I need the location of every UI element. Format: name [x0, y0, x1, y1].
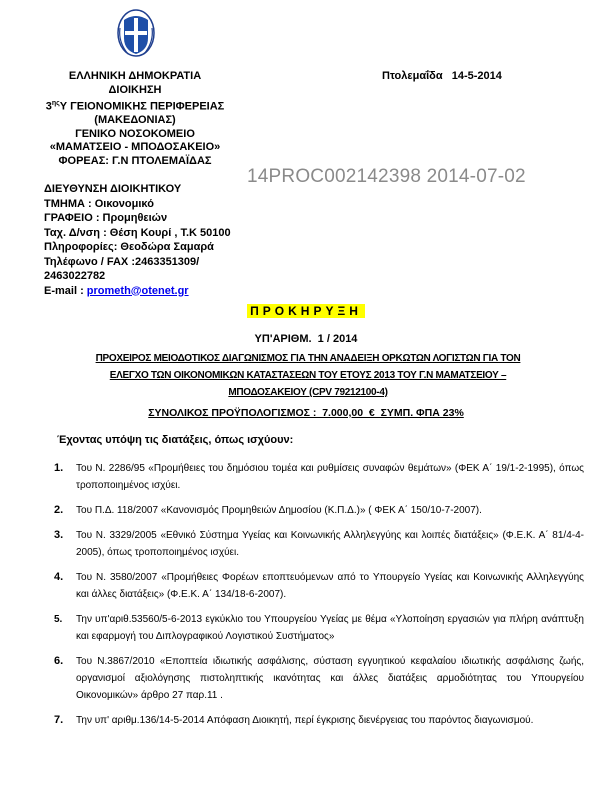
document-stamp: 14PROC002142398 2014-07-02 [247, 166, 526, 187]
email-line [44, 284, 231, 299]
dept-line: 2463022782 [44, 270, 106, 282]
authority-header [30, 70, 240, 168]
subject-line: ΕΛΕΓΧΟ ΤΩΝ ΟΙΚΟΝΟΜΙΚΩΝ ΚΑΤΑΣΤΑΣΕΩΝ ΤΟΥ ΕΤΟΥΣ 2013 ΤΟΥ Γ.Ν ΜΑΜΑΤΣΕΙΟΥ – [109, 370, 507, 381]
item-text: Την υπ'αριθ.53560/5-6-2013 εγκύκλιο του Υπουργείου Υγείας με θέμα «Υλοποίηση εργασιών για πλήρη ανάπτυξη και εφαρμογή του Διπλογραφικού Λογιστικού Συστήματος» [76, 614, 584, 642]
list-item [54, 569, 584, 603]
item-number: 7. [54, 714, 64, 726]
dept-line: Τηλέφωνο / FAX :2463351309/ [44, 255, 200, 268]
dept-line: Πληροφορίες: Θεοδώρα Σαμαρά [44, 241, 214, 253]
item-text: Του Ν. 2286/95 «Προμήθειες του δημόσιου τομέα και ρυθμίσεις συναφών θεμάτων» (ΦΕΚ Α΄ 19/1-2-1995), όπως τροποποιημένος ισχύει. [76, 463, 584, 491]
header-line: ΕΛΛΗΝΙΚΗ ΔΗΜΟΚΡΑΤΙΑ [68, 70, 202, 82]
list-item [54, 611, 584, 645]
greek-emblem-icon [116, 8, 156, 58]
list-item [54, 502, 584, 519]
item-text: Του Ν.3867/2010 «Εποπτεία ιδιωτικής ασφάλισης, σύσταση εγγυητικού κεφαλαίου ιδιωτικής ασφάλισης ζωής, οργανισμοί αξιολόγησης πιστοληπτικής ικανότητας και άλλες διατάξεις αρμοδιότητας του Υπουργείου Οικονομικών» άρθρο 27 παρ.11 . [76, 656, 584, 701]
subject-line: ΠΡΟΧΕΙΡΟΣ ΜΕΙΟΔΟΤΙΚΟΣ ΔΙΑΓΩΝΙΣΜΟΣ ΓΙΑ ΤΗΝ ΑΝΑΔΕΙΞΗ ΟΡΚΩΤΩΝ ΛΟΓΙΣΤΩΝ ΓΙΑ ΤΟΝ [95, 353, 521, 364]
total-budget: ΣΥΝΟΛΙΚΟΣ ΠΡΟΫΠΟΛΟΓΙΣΜΟΣ : 7.000,00 € ΣΥΜΠ. ΦΠΑ 23% [148, 407, 464, 419]
item-number: 6. [54, 655, 64, 667]
list-item [54, 653, 584, 704]
document-title [0, 302, 612, 320]
provisions-intro: Έχοντας υπόψη τις διατάξεις, όπως ισχύουν: [57, 434, 294, 446]
item-number: 5. [54, 614, 63, 625]
email-label: E-mail : [44, 284, 87, 297]
header-line: ΔΙΟΙΚΗΣΗ [108, 83, 162, 96]
dept-line: ΤΜΗΜΑ : Οικονομικό [44, 197, 154, 210]
reference-number: ΥΠ'ΑΡΙΘΜ. 1 / 2014 [254, 333, 358, 345]
header-line [30, 97, 240, 114]
item-text: Του Ν. 3329/2005 «Εθνικό Σύστημα Υγείας και Κοινωνικής Αλληλεγγύης και λοιπές διατάξεις» (Φ.Ε.Κ. Α΄ 81/4-4-2005), όπως τροποποιημένος ισχύει. [76, 530, 584, 558]
dept-line: Ταχ. Δ/νση : Θέση Κουρί , Τ.Κ 50100 [44, 226, 231, 239]
header-line: (ΜΑΚΕΔΟΝΙΑΣ) [94, 114, 176, 127]
item-text: Του Ν. 3580/2007 «Προμήθειες Φορέων εποπτευόμενων από το Υπουργείο Υγείας και Κοινωνικής Αλληλεγγύης και άλλες διατάξεις» (Φ.Ε.Κ. Α΄ 134/18-6-2007). [76, 572, 584, 600]
department-block [44, 182, 231, 298]
email-link[interactable]: prometh@otenet.gr [86, 284, 189, 297]
subject-block [30, 350, 586, 401]
list-item [54, 527, 584, 561]
list-item [54, 712, 584, 729]
header-line: ΓΕΝΙΚΟ ΝΟΣΟΚΟΜΕΙΟ [75, 127, 195, 140]
subject-line: ΜΠΟΔΟΣΑΚΕΙΟΥ (CPV 79212100-4) [228, 387, 388, 398]
region-suffix: ης [51, 100, 60, 107]
item-number: 3. [54, 529, 64, 541]
item-number: 2. [54, 504, 64, 516]
dept-line: ΓΡΑΦΕΙΟ : Προμηθειών [44, 212, 168, 224]
title-text: ΠΡΟΚΗΡΥΞΗ [247, 304, 365, 318]
item-number: 4. [54, 571, 64, 583]
dept-line: ΔΙΕΥΘΥΝΣΗ ΔΙΟΙΚΗΤΙΚΟΥ [44, 183, 182, 195]
place-date: Πτολεμαΐδα 14-5-2014 [382, 70, 502, 82]
header-line: «ΜΑΜΑΤΣΕΙΟ - ΜΠΟΔΟΣΑΚΕΙΟ» [49, 141, 221, 154]
provisions-list [54, 460, 584, 729]
region-number: 3 [45, 100, 52, 113]
header-line: ΦΟΡΕΑΣ: Γ.Ν ΠΤΟΛΕΜΑΪΔΑΣ [58, 154, 212, 167]
item-number: 1. [54, 462, 64, 474]
list-item [54, 460, 584, 494]
item-text: Του Π.Δ. 118/2007 «Κανονισμός Προμηθειών Δημοσίου (Κ.Π.Δ.)» ( ΦΕΚ Α΄ 150/10-7-2007). [76, 505, 482, 516]
region-name: Υ ΓΕΙΟΝΟΜΙΚΗΣ ΠΕΡΙΦΕΡΕΙΑΣ [59, 100, 225, 113]
item-text: Την υπ' αριθμ.136/14-5-2014 Απόφαση Διοικητή, περί έγκρισης διενέργειας του παρόντος διαγωνισμού. [76, 715, 534, 726]
